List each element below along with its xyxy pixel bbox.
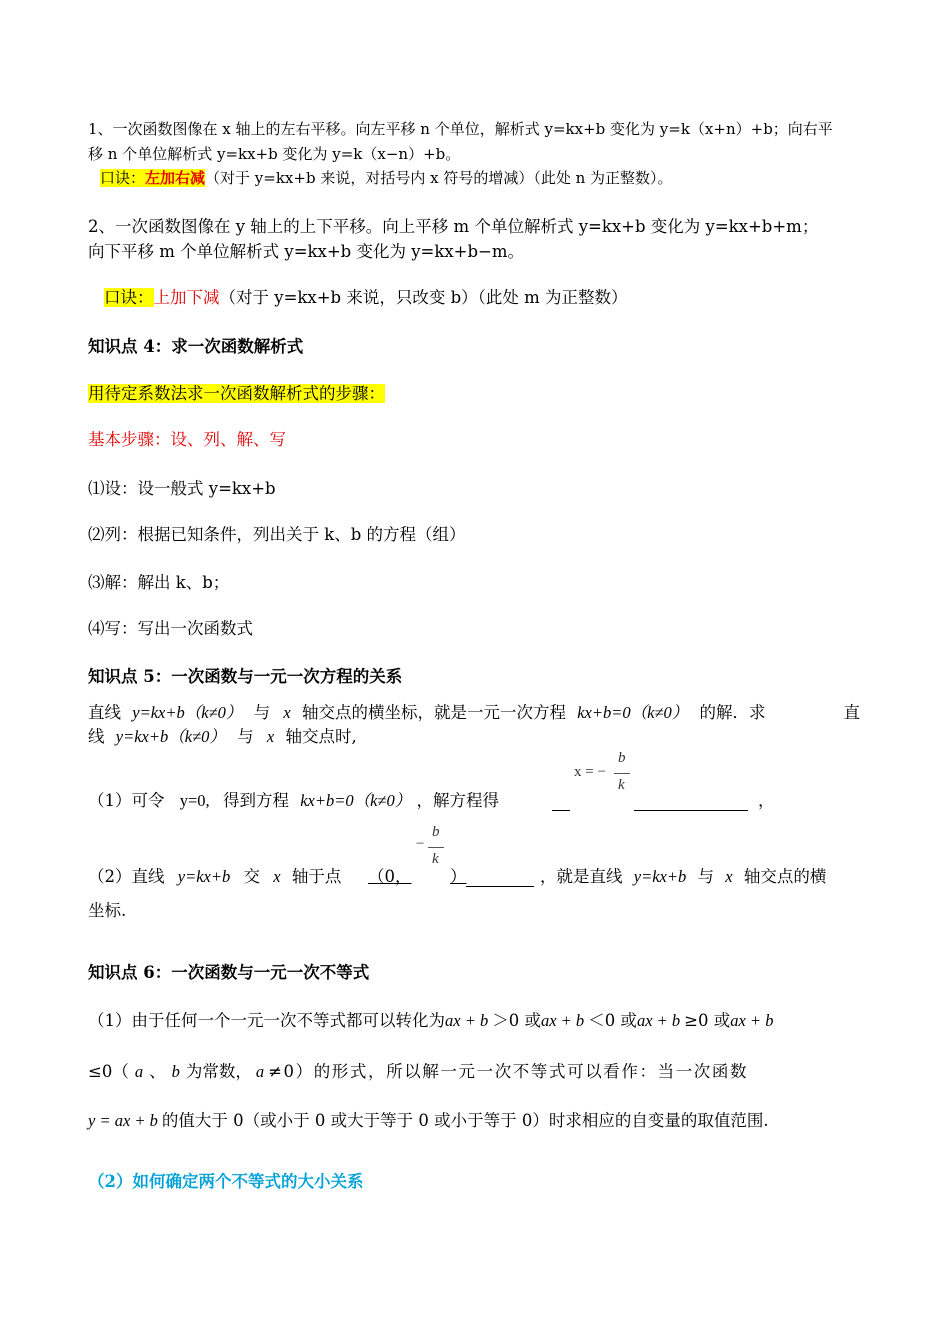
math-var: b	[171, 1062, 180, 1081]
math-var: x	[725, 867, 733, 886]
text: 为常数，	[185, 1062, 252, 1081]
s2-line1: 2、一次函数图像在 y 轴上的上下平移。向上平移 m 个单位解析式 y=kx+b 变化为 y=kx+b+m；	[88, 217, 819, 236]
frac2-num: b	[432, 824, 440, 840]
text: y=0,	[179, 791, 210, 810]
frac2-bar	[428, 847, 444, 848]
text: 线	[88, 727, 105, 746]
text: 的解．求	[699, 703, 766, 722]
k5-item2-point-open	[368, 866, 412, 888]
text: ≥0 或	[684, 1011, 731, 1030]
text: 的值大于 0（或小于 0 或大于等于 0 或小于等于 0）时求相应的自变量的取值范围.	[161, 1111, 769, 1130]
k4-step1: ⑴设：设一般式 y=kx+b	[88, 479, 276, 498]
answer-blank-2	[466, 870, 534, 887]
text: （1）可令	[88, 791, 165, 810]
text: ≠0）的形式，所以解一元一次不等式可以看作：当一次函数	[268, 1062, 749, 1081]
text: 与	[697, 867, 714, 886]
k5-para-line1	[88, 702, 860, 724]
frac2-prefix: −	[416, 836, 425, 852]
text: 直	[843, 703, 860, 722]
k6-subtitle-2: （2）如何确定两个不等式的大小关系	[88, 1172, 364, 1191]
text: 轴交点的横坐标，就是一元一次方程	[301, 703, 566, 722]
k5-title: 知识点 5：一次函数与一元一次方程的关系	[88, 667, 403, 686]
k6-title: 知识点 6：一次函数与一元一次不等式	[88, 963, 370, 982]
frac2-den: k	[432, 851, 439, 867]
s1-line2: 移 n 个单位解析式 y=kx+b 变化为 y=k（x−n）+b。	[88, 145, 461, 163]
text: 轴于点	[291, 867, 342, 886]
math-expr: kx+b=0（k≠0）	[577, 703, 689, 722]
mnemonic-key: 上加下减	[153, 288, 220, 307]
text: ≤0（	[88, 1062, 129, 1081]
math-expr: y = ax + b	[88, 1111, 158, 1130]
math-var: a	[134, 1062, 144, 1081]
frac-den: k	[618, 777, 625, 793]
mnemonic-rest: （对于 y=kx+b 来说，只改变 b）（此处 m 为正整数）	[219, 288, 628, 307]
math-var: x	[283, 703, 291, 722]
frac-prefix: x = −	[574, 764, 606, 780]
k4-highlight	[88, 383, 385, 405]
math-expr: ax + b	[540, 1011, 585, 1030]
answer-blank	[634, 794, 748, 811]
k5-item2-cont: 坐标.	[88, 901, 127, 920]
text: ，解方程得	[416, 791, 499, 810]
s1-mnemonic	[100, 167, 673, 189]
k5-item1	[88, 790, 499, 812]
text: ＜0 或	[588, 1011, 637, 1030]
math-expr: y=kx+b	[177, 867, 231, 886]
text: 轴交点时,	[285, 727, 357, 746]
k4-step3: ⑶解：解出 k、b；	[88, 573, 230, 592]
k5-item2-point-close	[450, 866, 467, 888]
frac-bar	[614, 773, 630, 774]
k6-line2	[88, 1061, 748, 1083]
point-open: （0，	[368, 867, 412, 886]
frac-num: b	[618, 750, 626, 766]
mnemonic-key: 左加右减	[145, 169, 206, 187]
math-expr: y=kx+b（k≠0）	[115, 727, 226, 746]
k4-step4: ⑷写：写出一次函数式	[88, 619, 253, 638]
answer-blank-short	[552, 794, 570, 811]
math-var: x	[273, 867, 281, 886]
s2-line2: 向下平移 m 个单位解析式 y=kx+b 变化为 y=kx+b−m。	[88, 242, 525, 261]
text: 交	[243, 867, 260, 886]
math-expr: y=kx+b	[633, 867, 687, 886]
text: ＞0 或	[492, 1011, 541, 1030]
text: 直线	[88, 703, 121, 722]
math-var: x	[266, 727, 275, 746]
text: 与	[237, 727, 254, 746]
k4-step2: ⑵列：根据已知条件，列出关于 k、b 的方程（组）	[88, 525, 466, 544]
mnemonic-label: 口诀：	[100, 169, 146, 187]
mnemonic-rest: （对于 y=kx+b 来说，对括号内 x 符号的增减）（此处 n 为正整数）。	[205, 169, 673, 187]
k5-item2-rest	[540, 866, 826, 888]
s2-mnemonic	[104, 287, 628, 309]
text: 得到方程	[222, 791, 289, 810]
k4-title: 知识点 4：求一次函数解析式	[88, 337, 304, 356]
math-expr: ax + b	[730, 1011, 774, 1030]
k5-para-line2	[88, 726, 357, 748]
math-var: a	[255, 1062, 265, 1081]
k6-line3	[88, 1110, 769, 1132]
mnemonic-label: 口诀：	[104, 288, 154, 307]
k4-highlight-text: 用待定系数法求一次函数解析式的步骤：	[88, 384, 385, 403]
math-expr: kx+b=0（k≠0）	[300, 791, 412, 810]
k4-basic-steps: 基本步骤：设、列、解、写	[88, 430, 286, 449]
text: ，就是直线	[540, 867, 623, 886]
text: （1）由于任何一个一元一次不等式都可以转化为	[88, 1011, 445, 1030]
text: 与	[253, 703, 271, 722]
k6-line1	[88, 1010, 773, 1032]
math-expr: ax + b	[445, 1011, 489, 1030]
text: （2）直线	[88, 867, 165, 886]
text: 轴交点的横	[743, 867, 827, 886]
point-close: ）	[450, 867, 467, 886]
math-expr: ax + b	[636, 1011, 681, 1030]
text: 、	[149, 1062, 166, 1081]
s1-line1: 1、一次函数图像在 x 轴上的左右平移。向左平移 n 个单位，解析式 y=kx+b 变化为 y=k（x+n）+b；向右平	[88, 120, 833, 138]
math-expr: y=kx+b（k≠0）	[132, 703, 243, 722]
k5-item1-end: ，	[758, 791, 775, 810]
